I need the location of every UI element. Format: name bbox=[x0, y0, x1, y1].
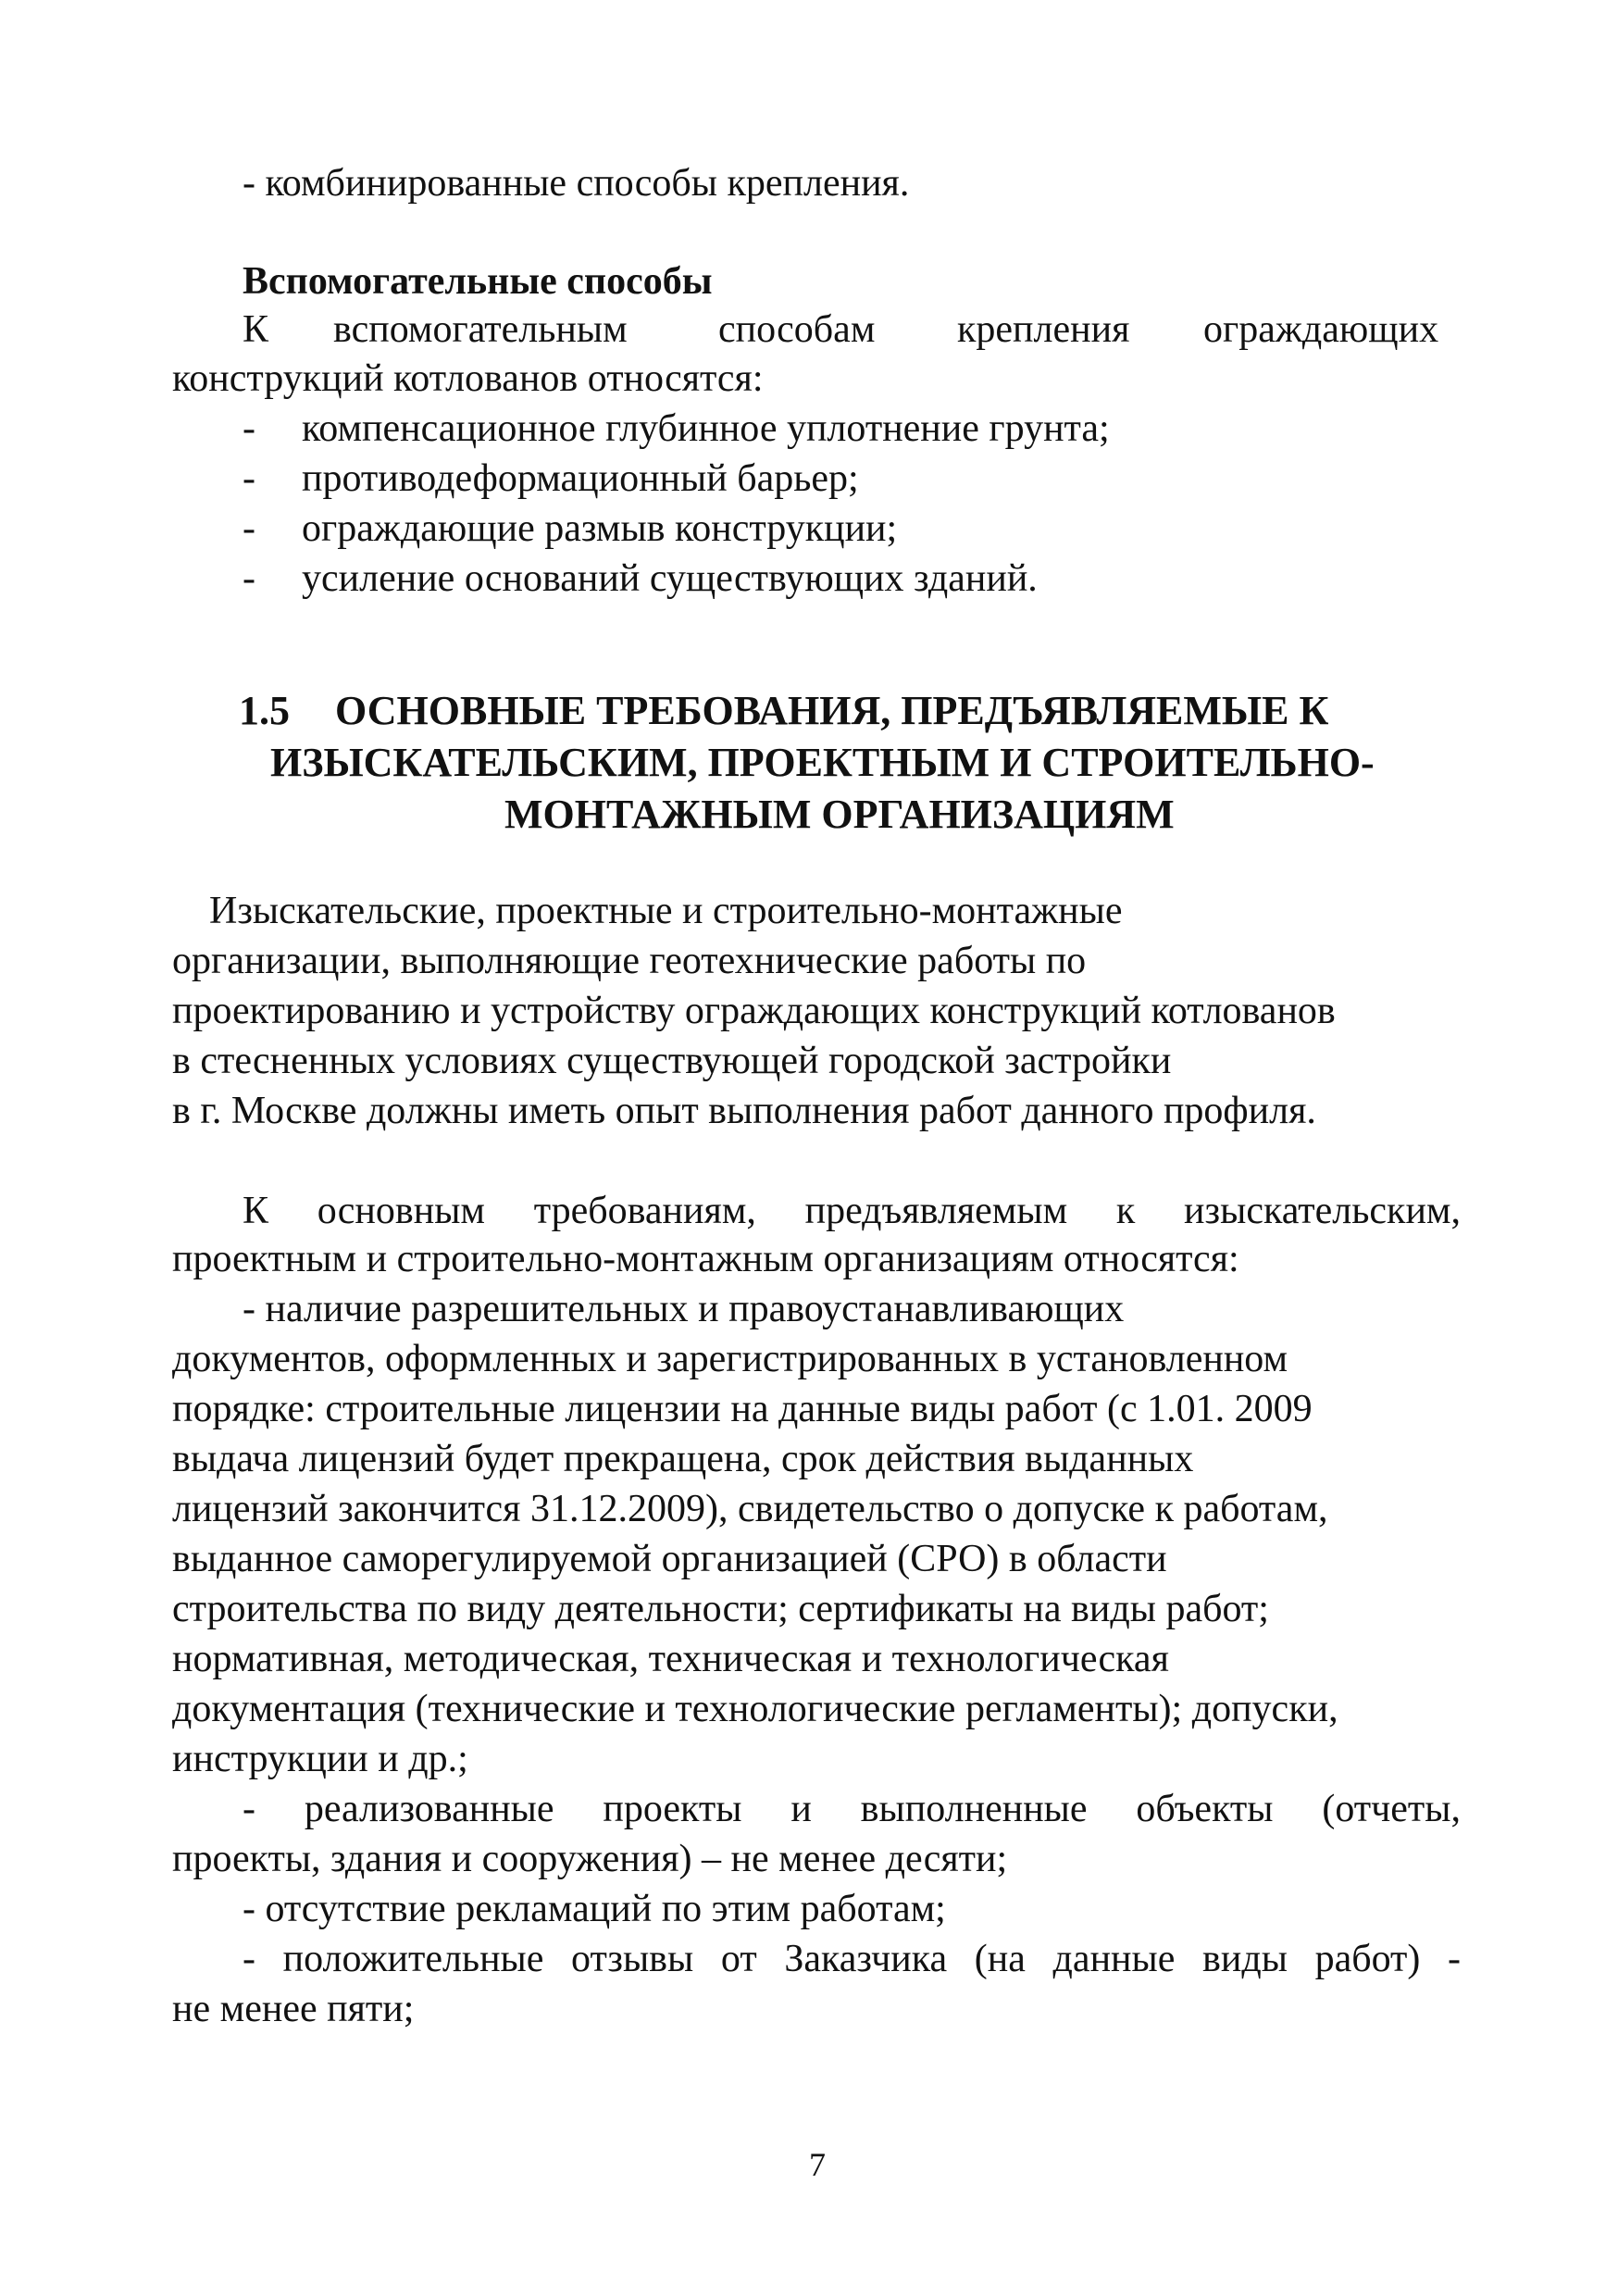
list-item-combined-methods: - комбинированные способы крепления. bbox=[243, 162, 910, 205]
para1-line: организации, выполняющие геотехнические работы по bbox=[172, 940, 1087, 982]
requirement-4-line: - положительные отзывы от Заказчика (на данные виды работ) - bbox=[243, 1938, 1461, 1980]
aux-item: компенсационное глубинное уплотнение грунта; bbox=[302, 407, 1110, 450]
para2-line-2: проектным и строительно-монтажным организациям относятся: bbox=[172, 1238, 1239, 1280]
section-title-line-3: МОНТАЖНЫМ ОРГАНИЗАЦИЯМ bbox=[504, 792, 1175, 837]
aux-item: ограждающие размыв конструкции; bbox=[302, 507, 898, 550]
subheading-auxiliary-methods: Вспомогательные способы bbox=[243, 260, 713, 303]
requirement-1-line: выданное саморегулируемой организацией (СРО) в области bbox=[172, 1538, 1167, 1580]
requirement-1-line: порядке: строительные лицензии на данные виды работ (с 1.01. 2009 bbox=[172, 1388, 1313, 1430]
requirement-4-line: не менее пяти; bbox=[172, 1988, 415, 2030]
section-number: 1.5 bbox=[239, 688, 290, 733]
list-dash: - bbox=[243, 457, 255, 500]
aux-intro-word-1: К bbox=[243, 308, 269, 351]
requirement-1-line: нормативная, методическая, техническая и технологическая bbox=[172, 1638, 1169, 1680]
aux-item: усиление оснований существующих зданий. bbox=[302, 557, 1038, 600]
page-number: 7 bbox=[809, 2146, 826, 2183]
aux-item: противодеформационный барьер; bbox=[302, 457, 859, 500]
list-dash: - bbox=[243, 557, 255, 600]
requirement-1-line: инструкции и др.; bbox=[172, 1738, 468, 1780]
list-dash: - bbox=[243, 407, 255, 450]
requirement-1-line: документация (технические и технологические регламенты); допуски, bbox=[172, 1688, 1338, 1730]
requirement-1-line: строительства по виду деятельности; сертификаты на виды работ; bbox=[172, 1588, 1269, 1630]
requirement-1-line: выдача лицензий будет прекращена, срок действия выданных bbox=[172, 1438, 1194, 1480]
aux-intro-word-3: способам bbox=[718, 308, 876, 351]
requirement-1-line: - наличие разрешительных и правоустанавливающих bbox=[243, 1288, 1125, 1330]
para1-line: Изыскательские, проектные и строительно-монтажные bbox=[209, 890, 1123, 932]
section-title-line-1: ОСНОВНЫЕ ТРЕБОВАНИЯ, ПРЕДЪЯВЛЯЕМЫЕ К bbox=[335, 688, 1329, 733]
requirement-2-line: - реализованные проекты и выполненные объекты (отчеты, bbox=[243, 1788, 1461, 1830]
para1-line: проектированию и устройству ограждающих конструкций котлованов bbox=[172, 990, 1336, 1032]
aux-intro-word-5: ограждающих bbox=[1203, 308, 1439, 351]
para1-line: в стесненных условиях существующей городской застройки bbox=[172, 1040, 1172, 1082]
requirement-1-line: лицензий закончится 31.12.2009), свидетельство о допуске к работам, bbox=[172, 1488, 1328, 1530]
para2-line-1: К основным требованиям, предъявляемым к изыскательским, bbox=[243, 1190, 1461, 1232]
requirement-3-line: - отсутствие рекламаций по этим работам; bbox=[243, 1888, 946, 1930]
aux-intro-word-2: вспомогательным bbox=[333, 308, 628, 351]
para1-line: в г. Москве должны иметь опыт выполнения работ данного профиля. bbox=[172, 1090, 1316, 1132]
requirement-1-line: документов, оформленных и зарегистрированных в установленном bbox=[172, 1338, 1288, 1380]
section-title-line-2: ИЗЫСКАТЕЛЬСКИМ, ПРОЕКТНЫМ И СТРОИТЕЛЬНО- bbox=[270, 740, 1375, 785]
aux-intro-word-4: крепления bbox=[957, 308, 1130, 351]
aux-intro-line-2: конструкций котлованов относятся: bbox=[172, 357, 764, 400]
list-dash: - bbox=[243, 507, 255, 550]
requirement-2-line: проекты, здания и сооружения) – не менее десяти; bbox=[172, 1838, 1008, 1880]
